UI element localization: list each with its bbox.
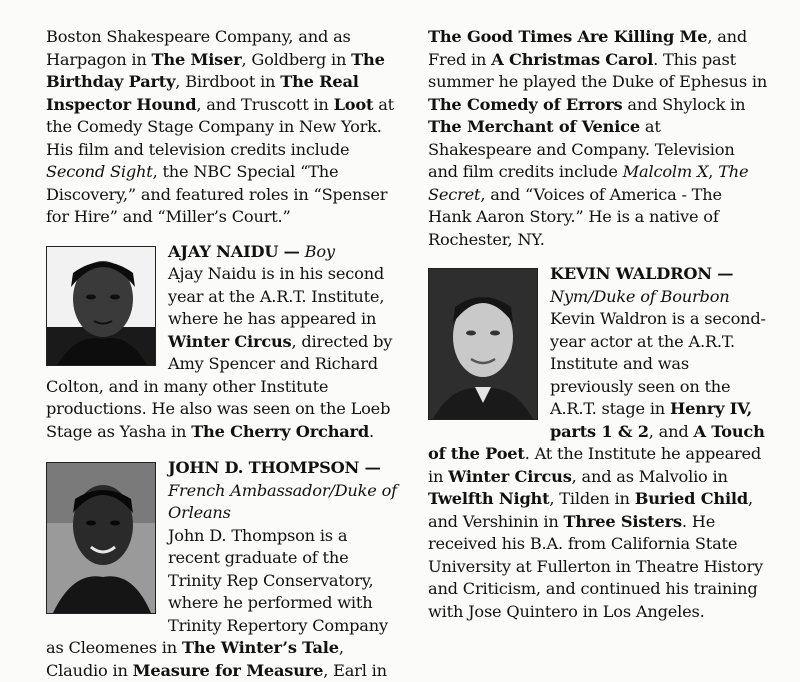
- bold-title: A Touch of the Poet: [428, 422, 765, 464]
- bold-title: Henry IV, parts 1 & 2: [550, 399, 752, 441]
- bold-title: The Real Inspector Hound: [46, 72, 359, 114]
- text-run: , and Truscott in: [196, 95, 333, 114]
- text-run: . At the Institute he appeared in: [428, 444, 761, 486]
- actor-role: Nym/Duke of Bourbon: [428, 286, 768, 309]
- bold-title: The Merchant of Venice: [428, 117, 640, 136]
- bio-john-d-thompson: [46, 457, 398, 682]
- bold-title: Winter Circus: [448, 467, 571, 486]
- actor-role: French Ambassador/Duke of Orleans: [46, 480, 398, 525]
- bold-title: A Christmas Carol: [491, 50, 653, 69]
- bold-title: The Comedy of Errors: [428, 95, 622, 114]
- actor-name: JOHN D. THOMPSON —: [168, 458, 381, 477]
- italic-title: Second Sight: [46, 162, 153, 181]
- bio-continuation: [428, 26, 768, 251]
- text-run: , and as Malvolio in: [572, 467, 728, 486]
- text-run: , and Fred in: [428, 27, 747, 69]
- text-run: . He received his B.A. from California State University at Fullerton in Theatre History and Criticism, and continued his training with Jose Quintero in Los Angeles.: [428, 512, 763, 621]
- bold-title: Three Sisters: [564, 512, 682, 531]
- headshot-john-d-thompson: [46, 462, 156, 614]
- italic-title: The Secret: [428, 162, 748, 204]
- text-run: , and: [649, 422, 694, 441]
- bold-title: The Miser: [152, 50, 242, 69]
- text-run: Boston Shakespeare Company, and as Harpagon in: [46, 27, 351, 69]
- bio-continuation: [46, 26, 398, 229]
- headshot-kevin-waldron: [428, 268, 538, 420]
- text-run: .: [369, 422, 374, 441]
- text-run: , Goldberg in: [242, 50, 352, 69]
- bold-title: Twelfth Night: [428, 489, 549, 508]
- text-run: at Shakespeare and Company. Television and film credits include: [428, 117, 735, 181]
- left-column: [46, 26, 398, 682]
- text-run: . This past summer he played the Duke of Ephesus in: [428, 50, 767, 92]
- headshot-ajay-naidu: [46, 246, 156, 366]
- text-run: ,: [708, 162, 718, 181]
- text-run: , Claudio in: [46, 638, 344, 680]
- right-column: [428, 26, 768, 623]
- bold-title: The Birthday Party: [46, 50, 385, 92]
- text-run: , Tilden in: [549, 489, 634, 508]
- text-run: and Shylock in: [622, 95, 745, 114]
- text-run: at the Comedy Stage Company in New York. His film and television credits include: [46, 95, 394, 159]
- text-run: , the NBC Special “The Discovery,” and featured roles in “Spenser for Hire” and “Miller’s Court.”: [46, 162, 387, 226]
- bold-title: Buried Child: [635, 489, 748, 508]
- bold-title: The Winter’s Tale: [182, 638, 339, 657]
- bold-title: The Cherry Orchard: [191, 422, 369, 441]
- text-run: , and Vershinin in: [428, 489, 753, 531]
- text-run: , Earl in: [323, 661, 387, 680]
- italic-title: Malcolm X: [623, 162, 709, 181]
- bold-title: Measure for Measure: [133, 661, 324, 680]
- actor-name: KEVIN WALDRON —: [550, 264, 733, 283]
- actor-role: Boy: [300, 242, 335, 261]
- actor-name: AJAY NAIDU —: [168, 242, 300, 261]
- text-run: John D. Thompson is a recent graduate of the Trinity Rep Conservatory, where he performed with Trinity Repertory Company as Cleomenes in: [46, 526, 388, 658]
- text-run: Ajay Naidu is in his second year at the A.R.T. Institute, where he has appeared in: [168, 264, 384, 328]
- text-run: , directed by Amy Spencer and Richard Colton, and in many other Institute productions. He also was seen on the Loeb Stage as Yasha in: [46, 332, 392, 441]
- bold-title: Winter Circus: [168, 332, 291, 351]
- text-run: Kevin Waldron is a second-year actor at the A.R.T. Institute and was previously seen on the A.R.T. stage in: [550, 309, 766, 418]
- text-run: , and “Voices of America - The Hank Aaron Story.” He is a native of Rochester, NY.: [428, 185, 722, 249]
- bold-title: Loot: [334, 95, 374, 114]
- bold-title: The Good Times Are Killing Me: [428, 27, 707, 46]
- bio-ajay-naidu: [46, 241, 398, 444]
- bio-kevin-waldron: [428, 263, 768, 623]
- text-run: , Birdboot in: [175, 72, 280, 91]
